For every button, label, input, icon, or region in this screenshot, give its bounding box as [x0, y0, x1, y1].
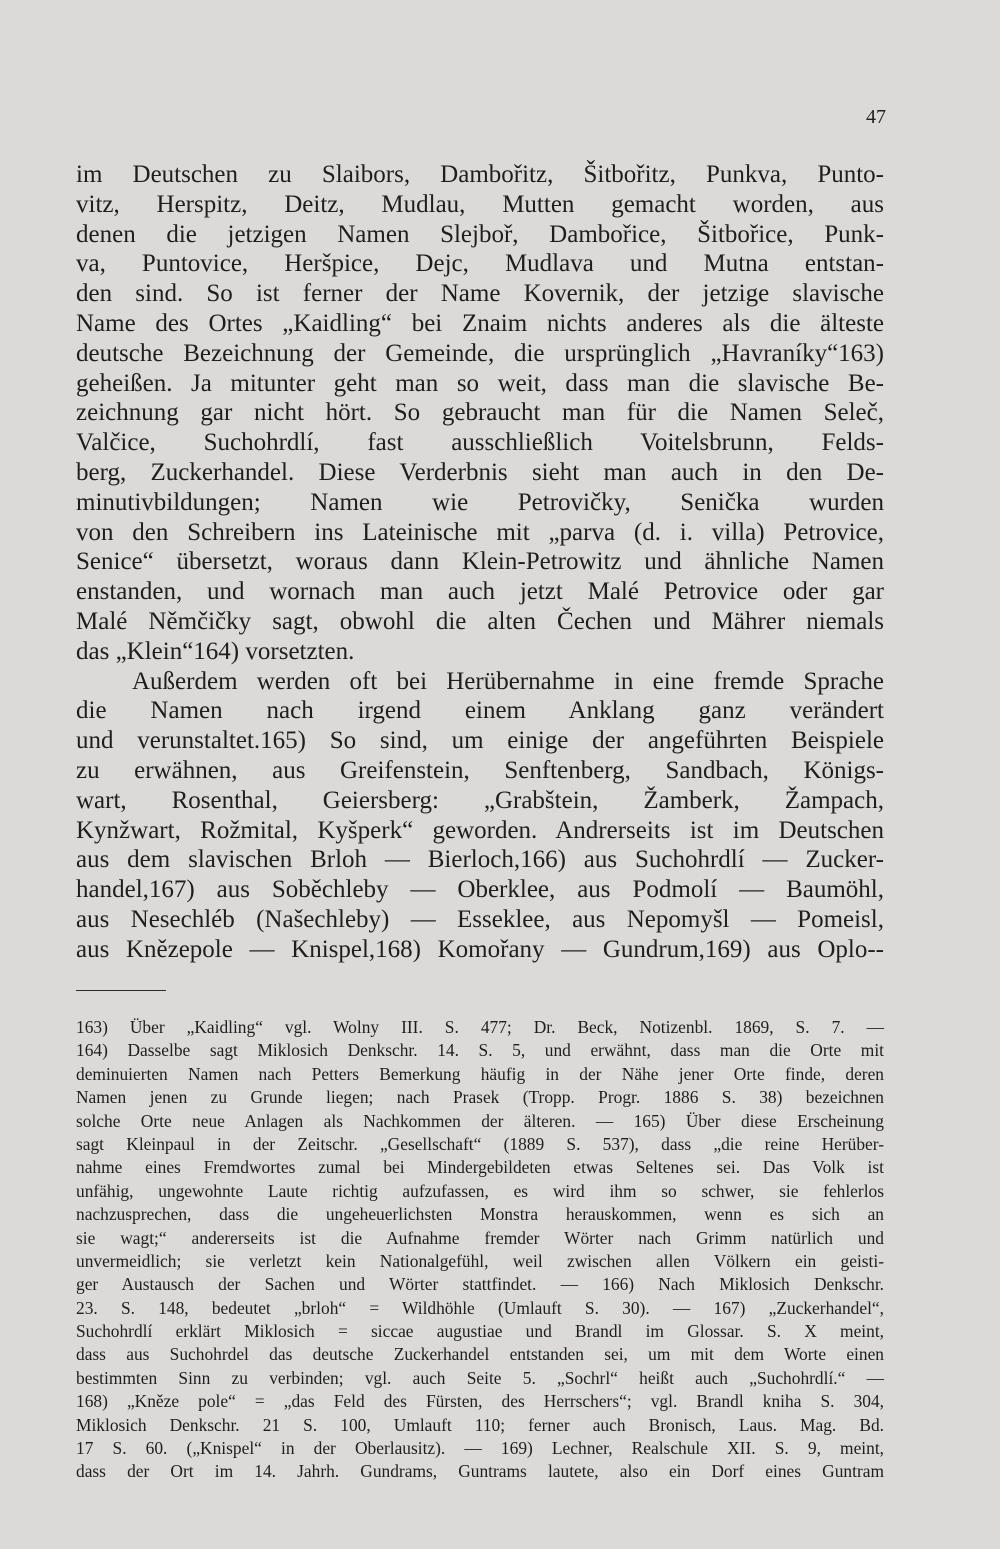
footnote-line: 164) Dasselbe sagt Miklosich Denkschr. 14. S. 5, und erwähnt, dass man die Orte mit — [76, 1040, 884, 1061]
footnote-line: deminuierten Namen nach Petters Bemerkung häufig in der Nähe jener Orte finde, deren — [76, 1063, 884, 1084]
main-text-block — [76, 160, 884, 965]
text-line: im Deutschen zu Slaibors, Dambořitz, Šitbořitz, Punkva, Punto- — [76, 161, 884, 188]
text-line: zeichnung gar nicht hört. So gebraucht man für die Namen Seleč, — [76, 399, 884, 427]
text-line: Malé Němčičky sagt, obwohl die alten Čechen und Mährer niemals — [76, 607, 884, 635]
footnote-line: nahme eines Fremdwortes zumal bei Mindergebildeten etwas Seltenes sei. Das Volk ist — [76, 1157, 884, 1178]
footnote-line: sie wagt;“ andererseits ist die Aufnahme fremder Wörter nach Grimm natürlich und — [76, 1227, 884, 1248]
text-line: deutsche Bezeichnung der Gemeinde, die ursprünglich „Havraníky“163) — [76, 339, 884, 367]
text-line: Kynžwart, Rožmital, Kyšperk“ geworden. Andrerseits ist im Deutschen — [76, 816, 884, 844]
text-line: Valčice, Suchohrdlí, fast ausschließlich Voitelsbrunn, Felds- — [76, 429, 884, 457]
text-line: Name des Ortes „Kaidling“ bei Znaim nichts anderes als die älteste — [76, 309, 884, 337]
text-line: aus Nesechléb (Našechleby) — Esseklee, aus Nepomyšl — Pomeisl, — [76, 905, 884, 933]
text-line: und verunstaltet.165) So sind, um einige der angeführten Beispiele — [76, 727, 884, 755]
text-line: zu erwähnen, aus Greifenstein, Senftenberg, Sandbach, Königs- — [76, 756, 884, 784]
footnotes-block — [76, 1016, 884, 1484]
footnote-line: Miklosich Denkschr. 21 S. 100, Umlauft 110; ferner auch Bronisch, Laus. Mag. Bd. — [76, 1414, 884, 1435]
text-line: va, Puntovice, Heršpice, Dejc, Mudlava und Mutna entstan- — [76, 250, 884, 278]
footnote-line: Namen jenen zu Grunde liegen; nach Prasek (Tropp. Progr. 1886 S. 38) bezeichnen — [76, 1087, 884, 1108]
text-line: denen die jetzigen Namen Slejboř, Dambořice, Šitbořice, Punk- — [76, 220, 884, 248]
footnote-line: unvermeidlich; sie verletzt kein Nationalgefühl, weil zwischen allen Völkern ein geisti- — [76, 1250, 884, 1271]
footnote-line: sagt Kleinpaul in der Zeitschr. „Gesellschaft“ (1889 S. 537), dass „die reine Herüber- — [76, 1133, 884, 1154]
footnote-line: bestimmten Sinn zu verbinden; vgl. auch Seite 5. „Sochrl“ heißt auch „Suchohrdlí.“ — — [76, 1367, 884, 1388]
text-line: vitz, Herspitz, Deitz, Mudlau, Mutten gemacht worden, aus — [76, 190, 884, 218]
footnote-line: Suchohrdlí erklärt Miklosich = siccae augustiae und Brandl im Glossar. S. X meint, — [76, 1321, 884, 1342]
footnote-line: nachzusprechen, dass die ungeheuerlichsten Monstra herauskommen, wenn es sich an — [76, 1204, 884, 1225]
footnote-line: solche Orte neue Anlagen als Nachkommen der älteren. — 165) Über diese Erscheinung — [76, 1110, 884, 1131]
text-line: den sind. So ist ferner der Name Kovernik, der jetzige slavische — [76, 280, 884, 308]
footnote-line: 168) „Kněze pole“ = „das Feld des Fürsten, des Herrschers“; vgl. Brandl kniha S. 304, — [76, 1391, 884, 1412]
text-line: aus dem slavischen Brloh — Bierloch,166) aus Suchohrdlí — Zucker- — [76, 846, 884, 874]
text-line: wart, Rosenthal, Geiersberg: „Grabštein, Žamberk, Žampach, — [76, 786, 884, 814]
text-line: geheißen. Ja mitunter geht man so weit, dass man die slavische Be- — [76, 369, 884, 397]
text-line: berg, Zuckerhandel. Diese Verderbnis sieht man auch in den De- — [76, 458, 884, 486]
text-line: enstanden, und wornach man auch jetzt Malé Petrovice oder gar — [76, 578, 884, 606]
text-line: das „Klein“164) vorsetzten. — [76, 637, 355, 665]
footnote-line: dass aus Suchohrdel das deutsche Zuckerhandel entstanden sei, um mit dem Worte einen — [76, 1344, 884, 1365]
footnote-line: unfähig, ungewohnte Laute richtig aufzufassen, es wird ihm so schwer, sie fehlerlos — [76, 1180, 884, 1201]
footnote-line: 163) Über „Kaidling“ vgl. Wolny III. S. 477; Dr. Beck, Notizenbl. 1869, S. 7. — — [76, 1017, 884, 1037]
footnote-line: ger Austausch der Sachen und Wörter stattfindet. — 166) Nach Miklosich Denkschr. — [76, 1274, 884, 1295]
footnote-line: 17 S. 60. („Knispel“ in der Oberlausitz). — 169) Lechner, Realschule XII. S. 9, meint, — [76, 1438, 884, 1459]
text-line: minutivbildungen; Namen wie Petrovičky, Senička wurden — [76, 488, 884, 516]
footnote-divider — [76, 990, 166, 991]
text-line: handel,167) aus Soběchleby — Oberklee, aus Podmolí — Baumöhl, — [76, 876, 884, 904]
text-line: Senice“ übersetzt, woraus dann Klein-Petrowitz und ähnliche Namen — [76, 548, 884, 576]
text-line: die Namen nach irgend einem Anklang ganz verändert — [76, 697, 884, 725]
paragraph-start-line: Außerdem werden oft bei Herübernahme in eine fremde Sprache — [132, 667, 884, 695]
text-line: von den Schreibern ins Lateinische mit „parva (d. i. villa) Petrovice, — [76, 518, 884, 546]
text-line: aus Knězepole — Knispel,168) Komořany — Gundrum,169) aus Oplo-- — [76, 935, 884, 963]
footnote-line: dass der Ort im 14. Jahrh. Gundrams, Guntrams lautete, also ein Dorf eines Guntram — [76, 1461, 884, 1482]
page-number: 47 — [866, 106, 886, 128]
footnote-line: 23. S. 148, bedeutet „brloh“ = Wildhöhle (Umlauft S. 30). — 167) „Zuckerhandel“, — [76, 1297, 884, 1318]
